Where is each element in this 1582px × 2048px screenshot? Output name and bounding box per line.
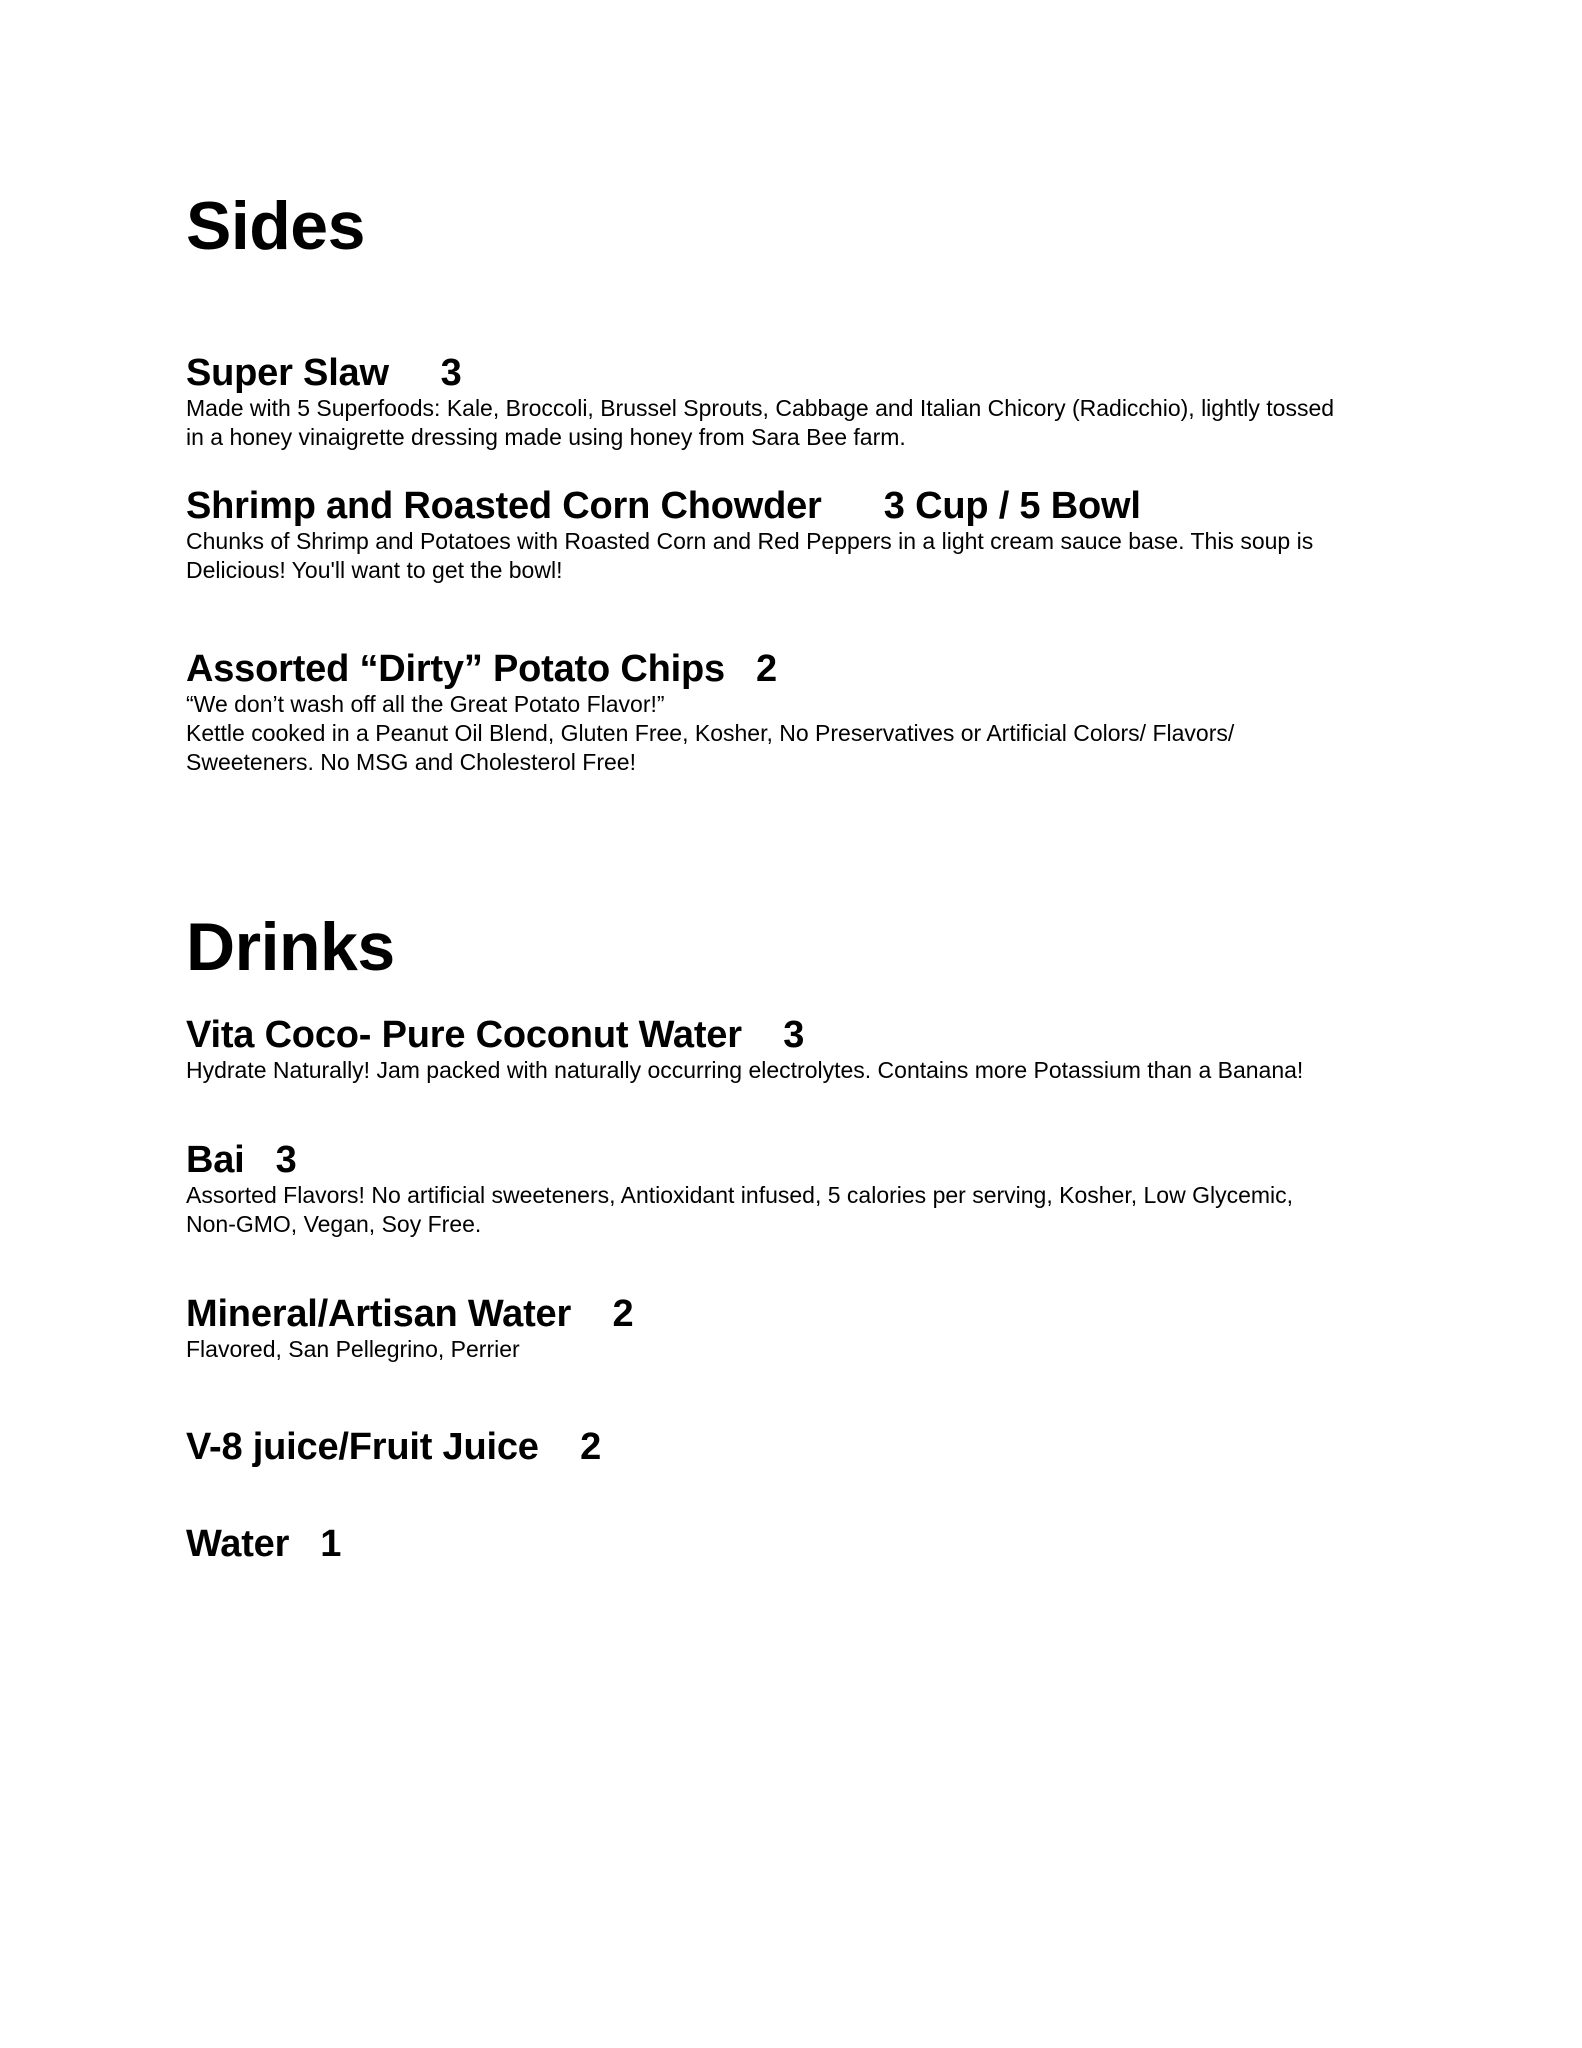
item-description	[186, 1181, 1416, 1239]
item-price: 3	[440, 352, 462, 394]
menu-item-juice	[186, 1428, 1416, 1468]
item-name: Shrimp and Roasted Corn Chowder	[186, 485, 822, 527]
menu-item-vita-coco	[186, 1016, 1416, 1085]
item-title	[186, 1016, 1416, 1056]
item-title	[186, 1525, 1416, 1565]
item-price: 2	[580, 1426, 602, 1468]
item-description	[186, 394, 1416, 452]
item-name: Vita Coco- Pure Coconut Water	[186, 1014, 742, 1056]
description-line: in a honey vinaigrette dressing made using honey from Sara Bee farm.	[186, 423, 906, 450]
section-title: Sides	[186, 188, 365, 264]
description-line: Delicious! You'll want to get the bowl!	[186, 556, 563, 583]
description-line: Kettle cooked in a Peanut Oil Blend, Gluten Free, Kosher, No Preservatives or Artificial Colors/ Flavors/	[186, 719, 1235, 746]
description-line: Chunks of Shrimp and Potatoes with Roasted Corn and Red Peppers in a light cream sauce base. This soup is	[186, 527, 1314, 554]
description-line: Made with 5 Superfoods: Kale, Broccoli, Brussel Sprouts, Cabbage and Italian Chicory (Radicchio), lightly tossed	[186, 394, 1335, 421]
item-name: Water	[186, 1523, 290, 1565]
item-title	[186, 1295, 1416, 1335]
item-price: 2	[756, 648, 777, 690]
item-price: 2	[612, 1293, 634, 1335]
item-name: Assorted “Dirty” Potato Chips	[186, 648, 725, 690]
item-name: Bai	[186, 1139, 245, 1181]
item-name: V-8 juice/Fruit Juice	[186, 1426, 539, 1468]
drinks-section-heading	[186, 909, 1416, 985]
item-title	[186, 1141, 1416, 1181]
menu-item-super-slaw	[186, 354, 1416, 452]
item-name: Super Slaw	[186, 352, 389, 394]
description-line: “We don’t wash off all the Great Potato Flavor!”	[186, 690, 665, 717]
item-description	[186, 527, 1416, 585]
menu-item-mineral-water	[186, 1295, 1416, 1364]
item-description	[186, 690, 1416, 777]
item-description	[186, 1056, 1416, 1085]
menu-item-potato-chips	[186, 650, 1416, 777]
item-title	[186, 650, 1416, 690]
item-price: 1	[320, 1523, 342, 1565]
item-price: 3 Cup / 5 Bowl	[883, 485, 1141, 527]
menu-item-bai	[186, 1141, 1416, 1239]
item-price: 3	[275, 1139, 297, 1181]
item-price: 3	[783, 1014, 805, 1056]
item-description	[186, 1335, 1416, 1364]
description-line: Sweeteners. No MSG and Cholesterol Free!	[186, 748, 636, 775]
menu-item-water	[186, 1525, 1416, 1565]
section-title: Drinks	[186, 909, 395, 985]
item-name: Mineral/Artisan Water	[186, 1293, 572, 1335]
sides-section-heading	[186, 188, 1416, 264]
menu-item-shrimp-chowder	[186, 487, 1416, 585]
item-title	[186, 1428, 1416, 1468]
description-line: Assorted Flavors! No artificial sweeteners, Antioxidant infused, 5 calories per serving, Kosher, Low Glycemic,	[186, 1181, 1294, 1208]
description-line: Hydrate Naturally! Jam packed with naturally occurring electrolytes. Contains more Potassium than a Banana!	[186, 1056, 1304, 1083]
item-title	[186, 487, 1416, 527]
description-line: Non-GMO, Vegan, Soy Free.	[186, 1210, 482, 1237]
description-line: Flavored, San Pellegrino, Perrier	[186, 1335, 520, 1362]
item-title	[186, 354, 1416, 394]
